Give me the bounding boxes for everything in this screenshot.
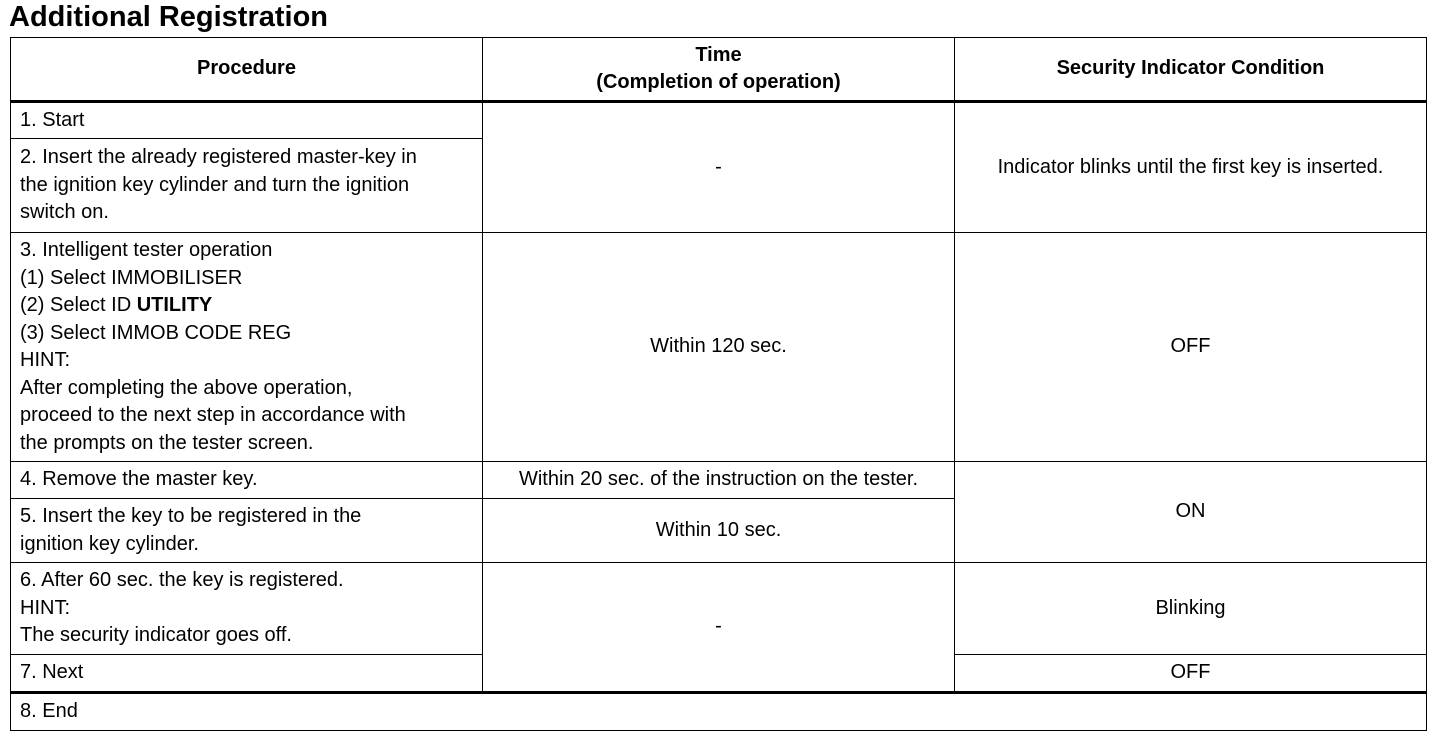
step-7-procedure: 7. Next [11,655,483,693]
step-3-line: After completing the above operation, [20,376,353,399]
header-time-line1: Time [695,43,742,66]
step-6-procedure [11,563,483,655]
step-4-5-indicator: ON [955,462,1427,563]
step-5-line: ignition key cylinder. [20,532,199,555]
step-4-procedure: 4. Remove the master key. [11,462,483,499]
step-3-line: proceed to the next step in accordance with [20,404,406,426]
step-6-line: HINT: [20,596,70,619]
registration-procedure-table [10,37,1427,731]
header-procedure: Procedure [11,38,483,102]
step-3-utility-text: UTILITY [136,294,213,316]
step-7-indicator: OFF [955,655,1427,693]
step-3-line [20,292,473,320]
step-3-line-text: (2) Select ID [20,294,137,316]
step-1-2-time: - [483,102,955,233]
header-indicator: Security Indicator Condition [955,38,1427,102]
step-3-line: the prompts on the tester screen. [20,431,314,454]
step-6-indicator: Blinking [955,563,1427,655]
table-row [11,563,1427,655]
step-3-procedure [11,233,483,462]
step-3-line: 3. Intelligent tester operation [20,239,273,261]
table-row [11,102,1427,139]
header-time-line2: (Completion of operation) [596,71,841,93]
step-2-line: switch on. [20,201,109,224]
step-6-7-time: - [483,563,955,693]
step-6-line: The security indicator goes off. [20,624,292,647]
header-time [483,38,955,102]
step-2-procedure [11,139,483,233]
step-3-time: Within 120 sec. [483,233,955,462]
step-1-2-indicator: Indicator blinks until the first key is inserted. [955,102,1427,233]
table-row [11,233,1427,462]
step-6-line: 6. After 60 sec. the key is registered. [20,569,344,592]
table-row [11,693,1427,731]
step-5-procedure [11,499,483,563]
step-3-line: HINT: [20,349,70,371]
step-3-line: (3) Select IMMOB CODE REG [20,321,292,344]
step-3-indicator: OFF [955,233,1427,462]
table-header-row [11,38,1427,102]
step-5-line: 5. Insert the key to be registered in the [20,505,362,527]
step-4-time: Within 20 sec. of the instruction on the tester. [483,462,955,499]
step-3-line: (1) Select IMMOBILISER [20,266,243,289]
step-1-procedure: 1. Start [11,102,483,139]
step-2-line: the ignition key cylinder and turn the ignition [20,173,410,196]
step-8-procedure: 8. End [11,693,1427,731]
page-title: Additional Registration [9,1,328,33]
step-2-line: 2. Insert the already registered master-key in [20,146,417,169]
table-row [11,462,1427,499]
step-5-time: Within 10 sec. [483,499,955,563]
